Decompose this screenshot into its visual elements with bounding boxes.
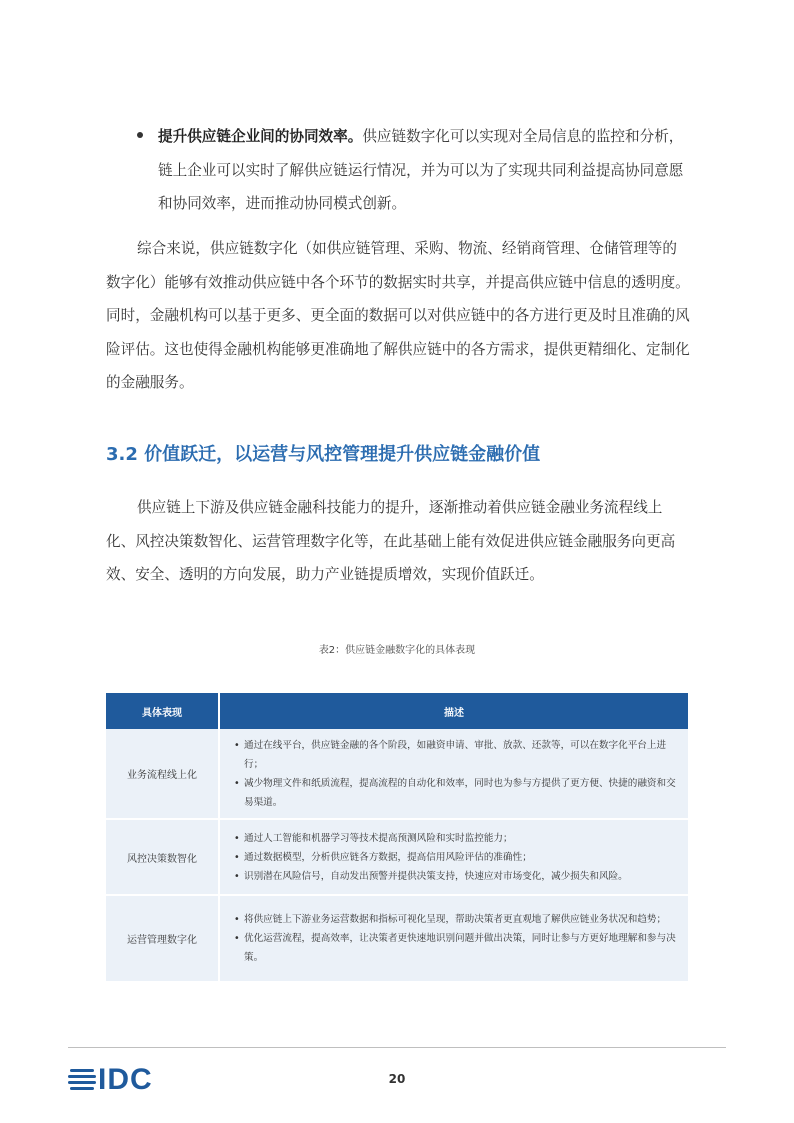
table-row [106,895,688,981]
row-description [219,819,688,895]
description-item: • 优化运营流程，提高效率，让决策者更快速地识别问题并做出决策，同时让参与方更好地理解和参与决策。 [234,929,676,967]
section-heading: 3.2 价值跃迁，以运营与风控管理提升供应链金融价值 [106,444,541,465]
bullet-body: 供应链数字化可以实现对全局信息的监控和分析，链上企业可以实时了解供应链运行情况，并为可以为了实现共同利益提高协同意愿和协同效率，进而推动协同模式创新。 [158,128,684,212]
table-row [106,819,688,895]
bullet-bold-lead: 提升供应链企业间的协同效率。 [158,128,363,145]
row-label: 风控决策数智化 [106,819,219,895]
table-container [106,693,688,981]
header-cell-description: 描述 [219,693,688,729]
section-intro-paragraph: 供应链上下游及供应链金融科技能力的提升，逐渐推动着供应链金融业务流程线上化、风控决策数智化、运营管理数字化等，在此基础上能有效促进供应链金融服务向更高效、安全、透明的方向发展，助力产业链提质增效，实现价值跃迁。 [106,499,676,583]
description-item: • 通过数据模型，分析供应链各方数据，提高信用风险评估的准确性； [234,848,676,867]
table-caption: 表2：供应链金融数字化的具体表现 [318,645,476,656]
bullet-item [133,120,693,221]
row-description [219,895,688,981]
header-cell-aspect: 具体表现 [106,693,219,729]
digitalization-table [106,693,688,981]
row-label: 运营管理数字化 [106,895,219,981]
description-item: • 通过在线平台，供应链金融的各个阶段，如融资申请、审批、放款、还款等，可以在数字化平台上进行； [234,736,676,774]
page-number: 20 [388,1072,406,1086]
description-item: • 将供应链上下游业务运营数据和指标可视化呈现，帮助决策者更直观地了解供应链业务状况和趋势； [234,910,676,929]
row-label: 业务流程线上化 [106,729,219,819]
table-row [106,729,688,819]
bullet-text [158,120,693,221]
idc-logo-text: IDC [98,1063,153,1096]
footer-divider [68,1047,726,1048]
summary-paragraph: 综合来说，供应链数字化（如供应链管理、采购、物流、经销商管理、仓储管理等的数字化）能够有效推动供应链中各个环节的数据实时共享，并提高供应链中信息的透明度。同时，金融机构可以基于更多、更全面的数据可以对供应链中的各方进行更及时且准确的风险评估。这也使得金融机构能够更准确地了解供应链中的各方需求，提供更精细化、定制化的金融服务。 [106,240,690,391]
description-item: • 通过人工智能和机器学习等技术提高预测风险和实时监控能力； [234,829,676,848]
description-item: • 减少物理文件和纸质流程，提高流程的自动化和效率，同时也为参与方提供了更方便、快捷的融资和交易渠道。 [234,774,676,812]
row-description [219,729,688,819]
description-item: • 识别潜在风险信号，自动发出预警并提供决策支持，快速应对市场变化，减少损失和风险。 [234,867,676,886]
bullet-dot-icon [137,132,143,138]
table-header-row [106,693,688,729]
